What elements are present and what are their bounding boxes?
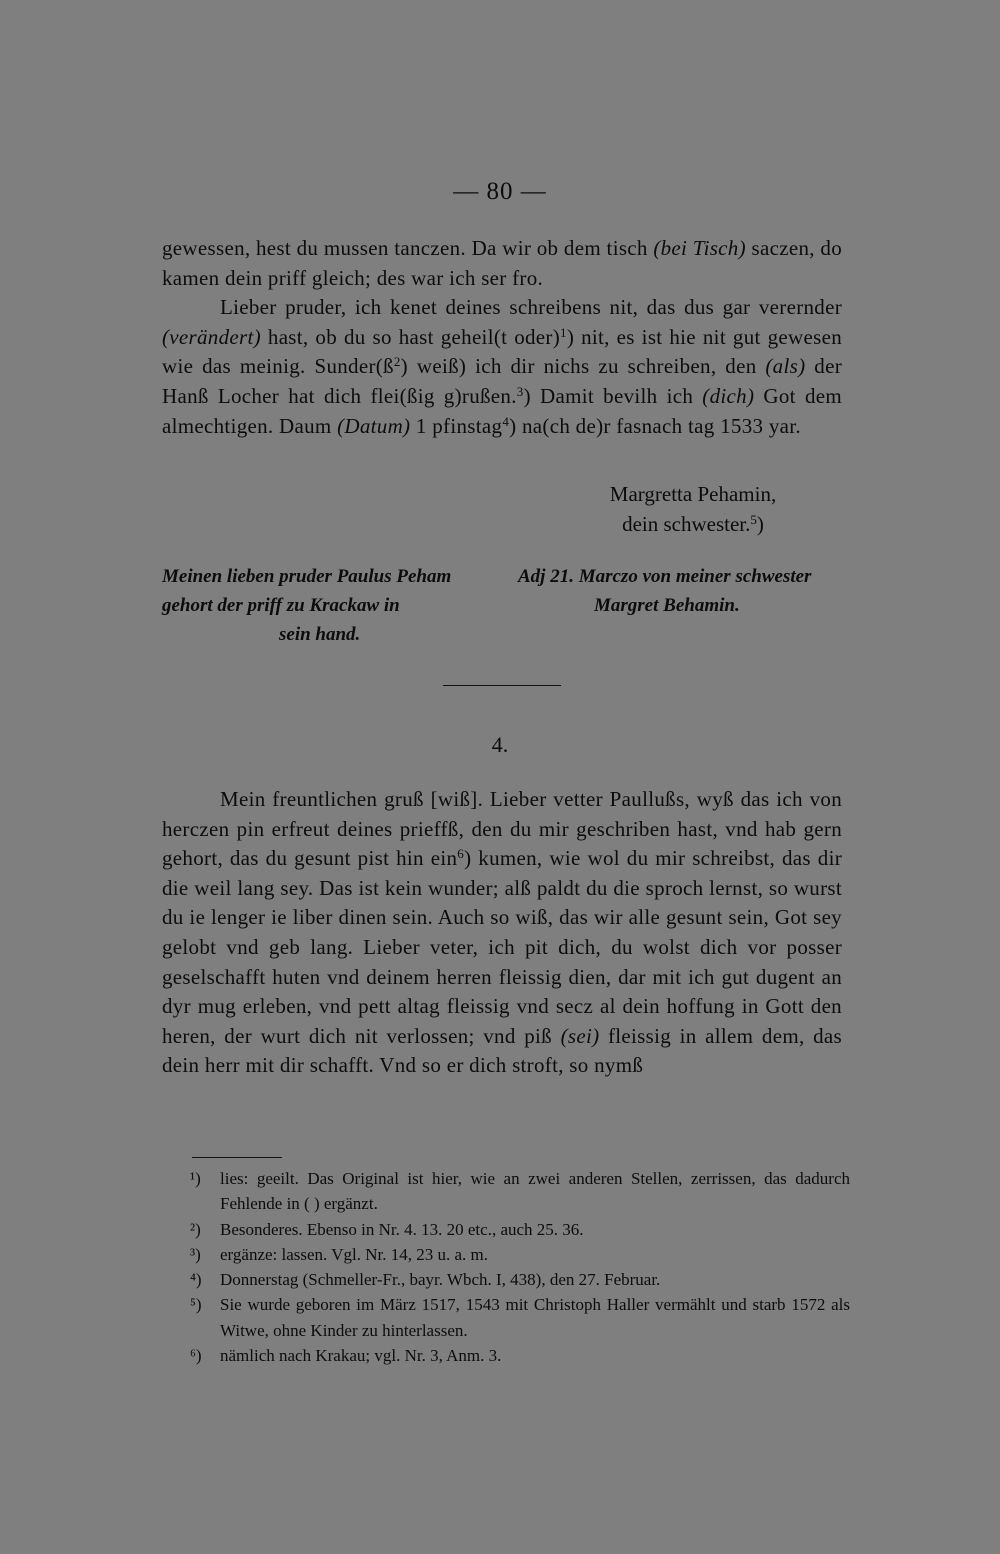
page-number: — 80 — bbox=[453, 178, 547, 205]
letter-3-text bbox=[162, 234, 842, 441]
signature-line-1: Margretta Pehamin, bbox=[609, 482, 777, 506]
editorial-gloss: (verändert) bbox=[162, 324, 261, 349]
address-line-3: sein hand. bbox=[279, 624, 361, 645]
footnote-mark: ¹) bbox=[190, 1169, 201, 1188]
footnote-mark: ⁴) bbox=[190, 1270, 202, 1290]
text-run: 1 pfinstag bbox=[410, 413, 503, 438]
signature bbox=[578, 479, 808, 539]
text-run: Mein freuntlichen gruß [wiß]. Lieber vetter Paullußs, wyß das ich von herczen pin erfreut deines prieffß, den du mir geschriben hast, vnd hab gern gehort, das du gesunt pist hin ein bbox=[162, 787, 842, 871]
letter-4-paragraph bbox=[162, 785, 842, 1081]
footnote-text: ergänze: lassen. Vgl. Nr. 14, 23 u. a. m. bbox=[220, 1244, 489, 1264]
footnote bbox=[190, 1217, 850, 1242]
footnote-text: Besonderes. Ebenso in Nr. 4. 13. 20 etc., auch 25. 36. bbox=[220, 1219, 584, 1239]
footnote-mark: ⁶) bbox=[190, 1346, 202, 1366]
text-run: gewessen, hest du mussen tanczen. Da wir ob dem tisch bbox=[162, 236, 654, 260]
footnote-ref-5: 5 bbox=[750, 512, 757, 527]
footnote-ref-1: 1 bbox=[560, 324, 567, 340]
footnote-ref-2: 2 bbox=[393, 354, 401, 370]
footnote-mark: ²) bbox=[190, 1219, 201, 1239]
footnote bbox=[190, 1292, 850, 1343]
receipt-note-line-2: Margret Behamin. bbox=[594, 595, 740, 616]
footnote-ref-4: 4 bbox=[502, 413, 510, 429]
footnote bbox=[190, 1343, 850, 1368]
text-run: Got dem almechtigen. Daum bbox=[162, 383, 842, 438]
footnote-text: Sie wurde geboren im März 1517, 1543 mit Christoph Haller vermählt und starb 1572 als Witwe, ohne Kinder zu hinterlassen. bbox=[220, 1295, 850, 1340]
editorial-gloss: (bei Tisch) bbox=[653, 236, 746, 260]
text-run: fleissig in allem dem, das dein herr mit dir schafft. Vnd so er dich stroft, so nymß bbox=[162, 1023, 843, 1078]
section-divider bbox=[443, 685, 561, 686]
text-run: Lieber pruder, ich kenet deines schreibens nit, das dus gar verernder bbox=[220, 295, 842, 320]
footnote-text: Donnerstag (Schmeller-Fr., bayr. Wbch. I, 438), den 27. Februar. bbox=[220, 1270, 661, 1290]
address-line-1: Meinen lieben pruder Paulus Peham bbox=[162, 566, 452, 587]
footnote bbox=[190, 1267, 850, 1292]
letter-3-paragraph-2 bbox=[162, 293, 842, 441]
editorial-gloss: (Datum) bbox=[337, 413, 411, 438]
text-run: saczen, do kamen dein priff gleich; des war ich ser fro. bbox=[162, 236, 842, 290]
editorial-gloss: (dich) bbox=[702, 383, 755, 408]
text-run: hast, ob du so hast geheil(t oder) bbox=[260, 324, 561, 349]
text-run: dein schwester. bbox=[622, 512, 751, 536]
text-run: ) weiß) ich dir nichs zu schreiben, den bbox=[400, 354, 766, 379]
footnote bbox=[190, 1242, 850, 1267]
text-run: ) nit, es ist hie nit gut gewesen wie das meinig. Sunder(ß bbox=[162, 324, 842, 379]
editorial-gloss: (als) bbox=[765, 354, 806, 379]
text-run: ) na(ch de)r fasnach tag 1533 yar. bbox=[509, 413, 801, 438]
editorial-gloss: (sei) bbox=[560, 1023, 600, 1048]
signature-line-2 bbox=[578, 509, 808, 539]
document-number: 4. bbox=[491, 732, 509, 757]
letter-address bbox=[162, 562, 492, 649]
footnote-text: lies: geeilt. Das Original ist hier, wie an zwei anderen Stellen, zerrissen, das dadurch Fehlende in ( ) ergänzt. bbox=[220, 1169, 850, 1214]
text-run: ) kumen, wie wol du mir schreibst, das dir die weil lang sey. Das ist kein wunder; alß paldt du die sproch lernst, so wurst du ie lenger ie liber dinen sein. Auch so wiß, das wir alle gesunt sein, Got sey gelobt vnd geb lang. Lieber veter, ich pit dich, du wolst dich vor posser geselschafft huten vnd deinem herren fleissig dien, dar mit ich gut dugent an dyr mug erleben, vnd pett altag fleissig vnd secz al dein hoffung in Gott den heren, der wurt dich nit verlossen; vnd piß bbox=[162, 846, 842, 1048]
text-run: der Hanß Locher hat dich flei(ßig g)rußen. bbox=[162, 354, 842, 408]
footnote bbox=[190, 1166, 850, 1217]
footnote-mark: ³) bbox=[190, 1244, 201, 1264]
letter-4-text bbox=[162, 785, 842, 1081]
footnote-ref-6: 6 bbox=[457, 846, 465, 862]
receipt-note bbox=[518, 562, 848, 620]
footnote-mark: ⁵) bbox=[190, 1295, 202, 1315]
footnote-divider bbox=[192, 1157, 282, 1158]
footnote-text: nämlich nach Krakau; vgl. Nr. 3, Anm. 3. bbox=[220, 1346, 502, 1366]
receipt-note-line-1: Adj 21. Marczo von meiner schwester bbox=[518, 566, 812, 587]
text-run: ) bbox=[756, 512, 764, 536]
address-line-2: gehort der priff zu Krackaw in bbox=[162, 595, 400, 616]
letter-3-paragraph-1 bbox=[162, 234, 842, 293]
text-run: ) Damit bevilh ich bbox=[523, 383, 703, 408]
footnotes bbox=[190, 1166, 850, 1368]
footnote-ref-3: 3 bbox=[516, 383, 524, 399]
